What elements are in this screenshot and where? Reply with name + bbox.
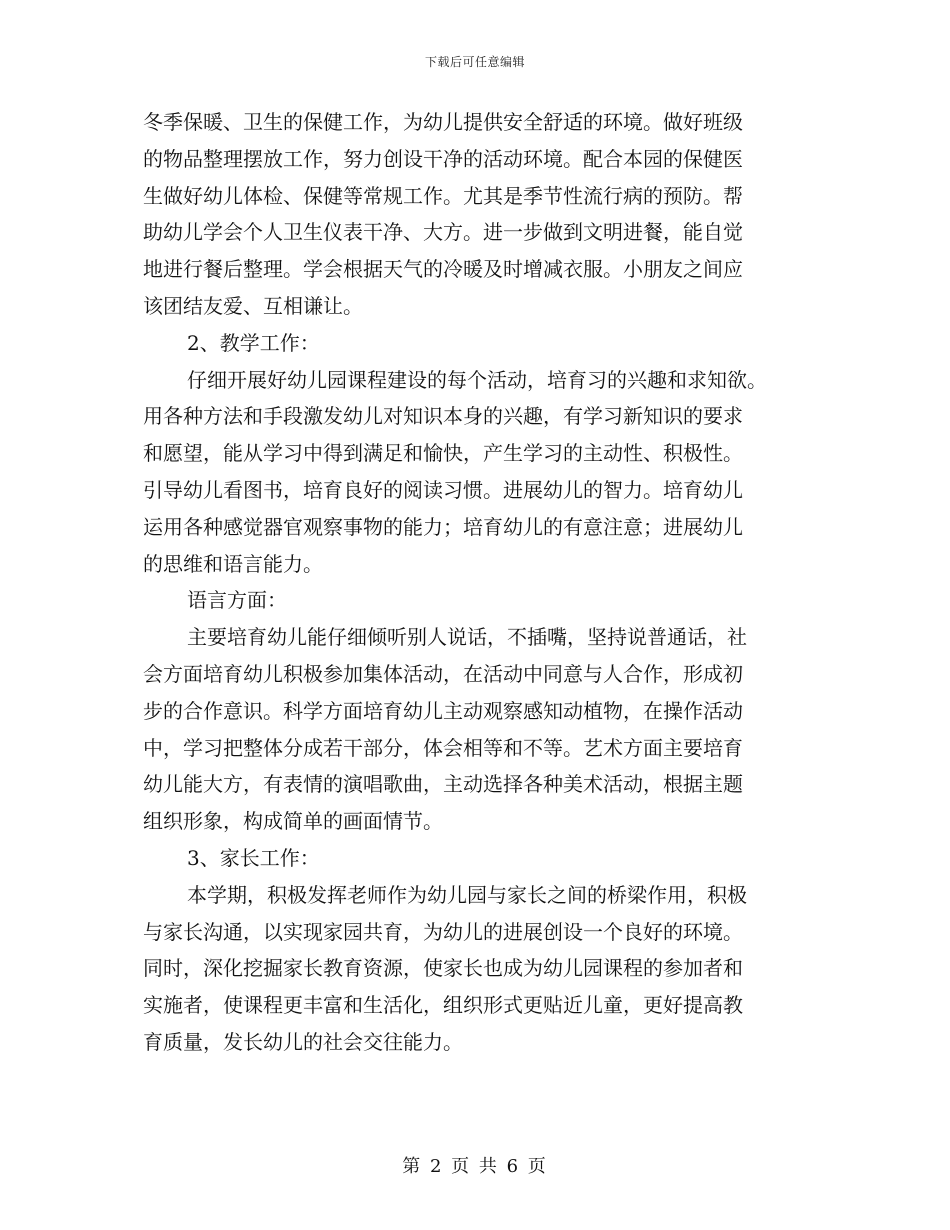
body-line: 同时，深化挖掘家长教育资源，使家长也成为幼儿园课程的参加者和 [143,956,743,981]
body-line: 生做好幼儿体检、保健等常规工作。尤其是季节性流行病的预防。帮 [143,183,743,208]
body-line: 主要培育幼儿能仔细倾听别人说话，不插嘴，坚持说普通话，社 [187,625,747,650]
body-line: 和愿望，能从学习中得到满足和愉快，产生学习的主动性、积极性。 [143,441,743,466]
body-line: 与家长沟通，以实现家园共育，为幼儿的进展创设一个良好的环境。 [143,919,743,944]
body-line: 幼儿能大方，有表情的演唱歌曲，主动选择各种美术活动，根据主题 [143,772,743,797]
document-body [143,104,807,1061]
body-line: 该团结友爱、互相谦让。 [143,293,363,318]
body-line: 组织形象，构成简单的画面情节。 [143,809,443,834]
body-line: 的思维和语言能力。 [143,551,323,576]
body-line: 用各种方法和手段激发幼儿对知识本身的兴趣，有学习新知识的要求 [143,404,743,429]
body-line: 会方面培育幼儿积极参加集体活动，在活动中同意与人合作，形成初 [143,661,743,686]
page-number: 第 2 页 共 6 页 [402,1156,548,1177]
body-line: 中，学习把整体分成若干部分，体会相等和不等。艺术方面主要培育 [143,735,743,760]
page-header: 下载后可任意编辑 [424,55,525,69]
body-line: 步的合作意识。科学方面培育幼儿主动观察感知动植物，在操作活动 [143,698,743,723]
body-line: 助幼儿学会个人卫生仪表干净、大方。进一步做到文明进餐，能自觉 [143,220,743,245]
section-heading-parents: 3、家长工作： [187,845,320,870]
body-line: 本学期，积极发挥老师作为幼儿园与家长之间的桥梁作用，积极 [187,882,747,907]
body-line: 冬季保暖、卫生的保健工作，为幼儿提供安全舒适的环境。做好班级 [143,110,743,134]
body-line: 育质量，发长幼儿的社会交往能力。 [143,1029,463,1054]
section-heading-teaching: 2、教学工作： [187,330,320,355]
body-line: 引导幼儿看图书，培育良好的阅读习惯。进展幼儿的智力。培育幼儿 [143,477,743,502]
body-line: 仔细开展好幼儿园课程建设的每个活动，培育习的兴趣和求知欲。 [187,367,767,392]
body-line: 运用各种感觉器官观察事物的能力；培育幼儿的有意注意；进展幼儿 [143,514,743,539]
body-line: 地进行餐后整理。学会根据天气的冷暖及时增减衣服。小朋友之间应 [143,257,743,282]
section-heading-language: 语言方面： [187,588,287,613]
body-line: 的物品整理摆放工作，努力创设干净的活动环境。配合本园的保健医 [143,146,743,171]
body-line: 实施者，使课程更丰富和生活化，组织形式更贴近儿童，更好提高教 [143,993,743,1018]
